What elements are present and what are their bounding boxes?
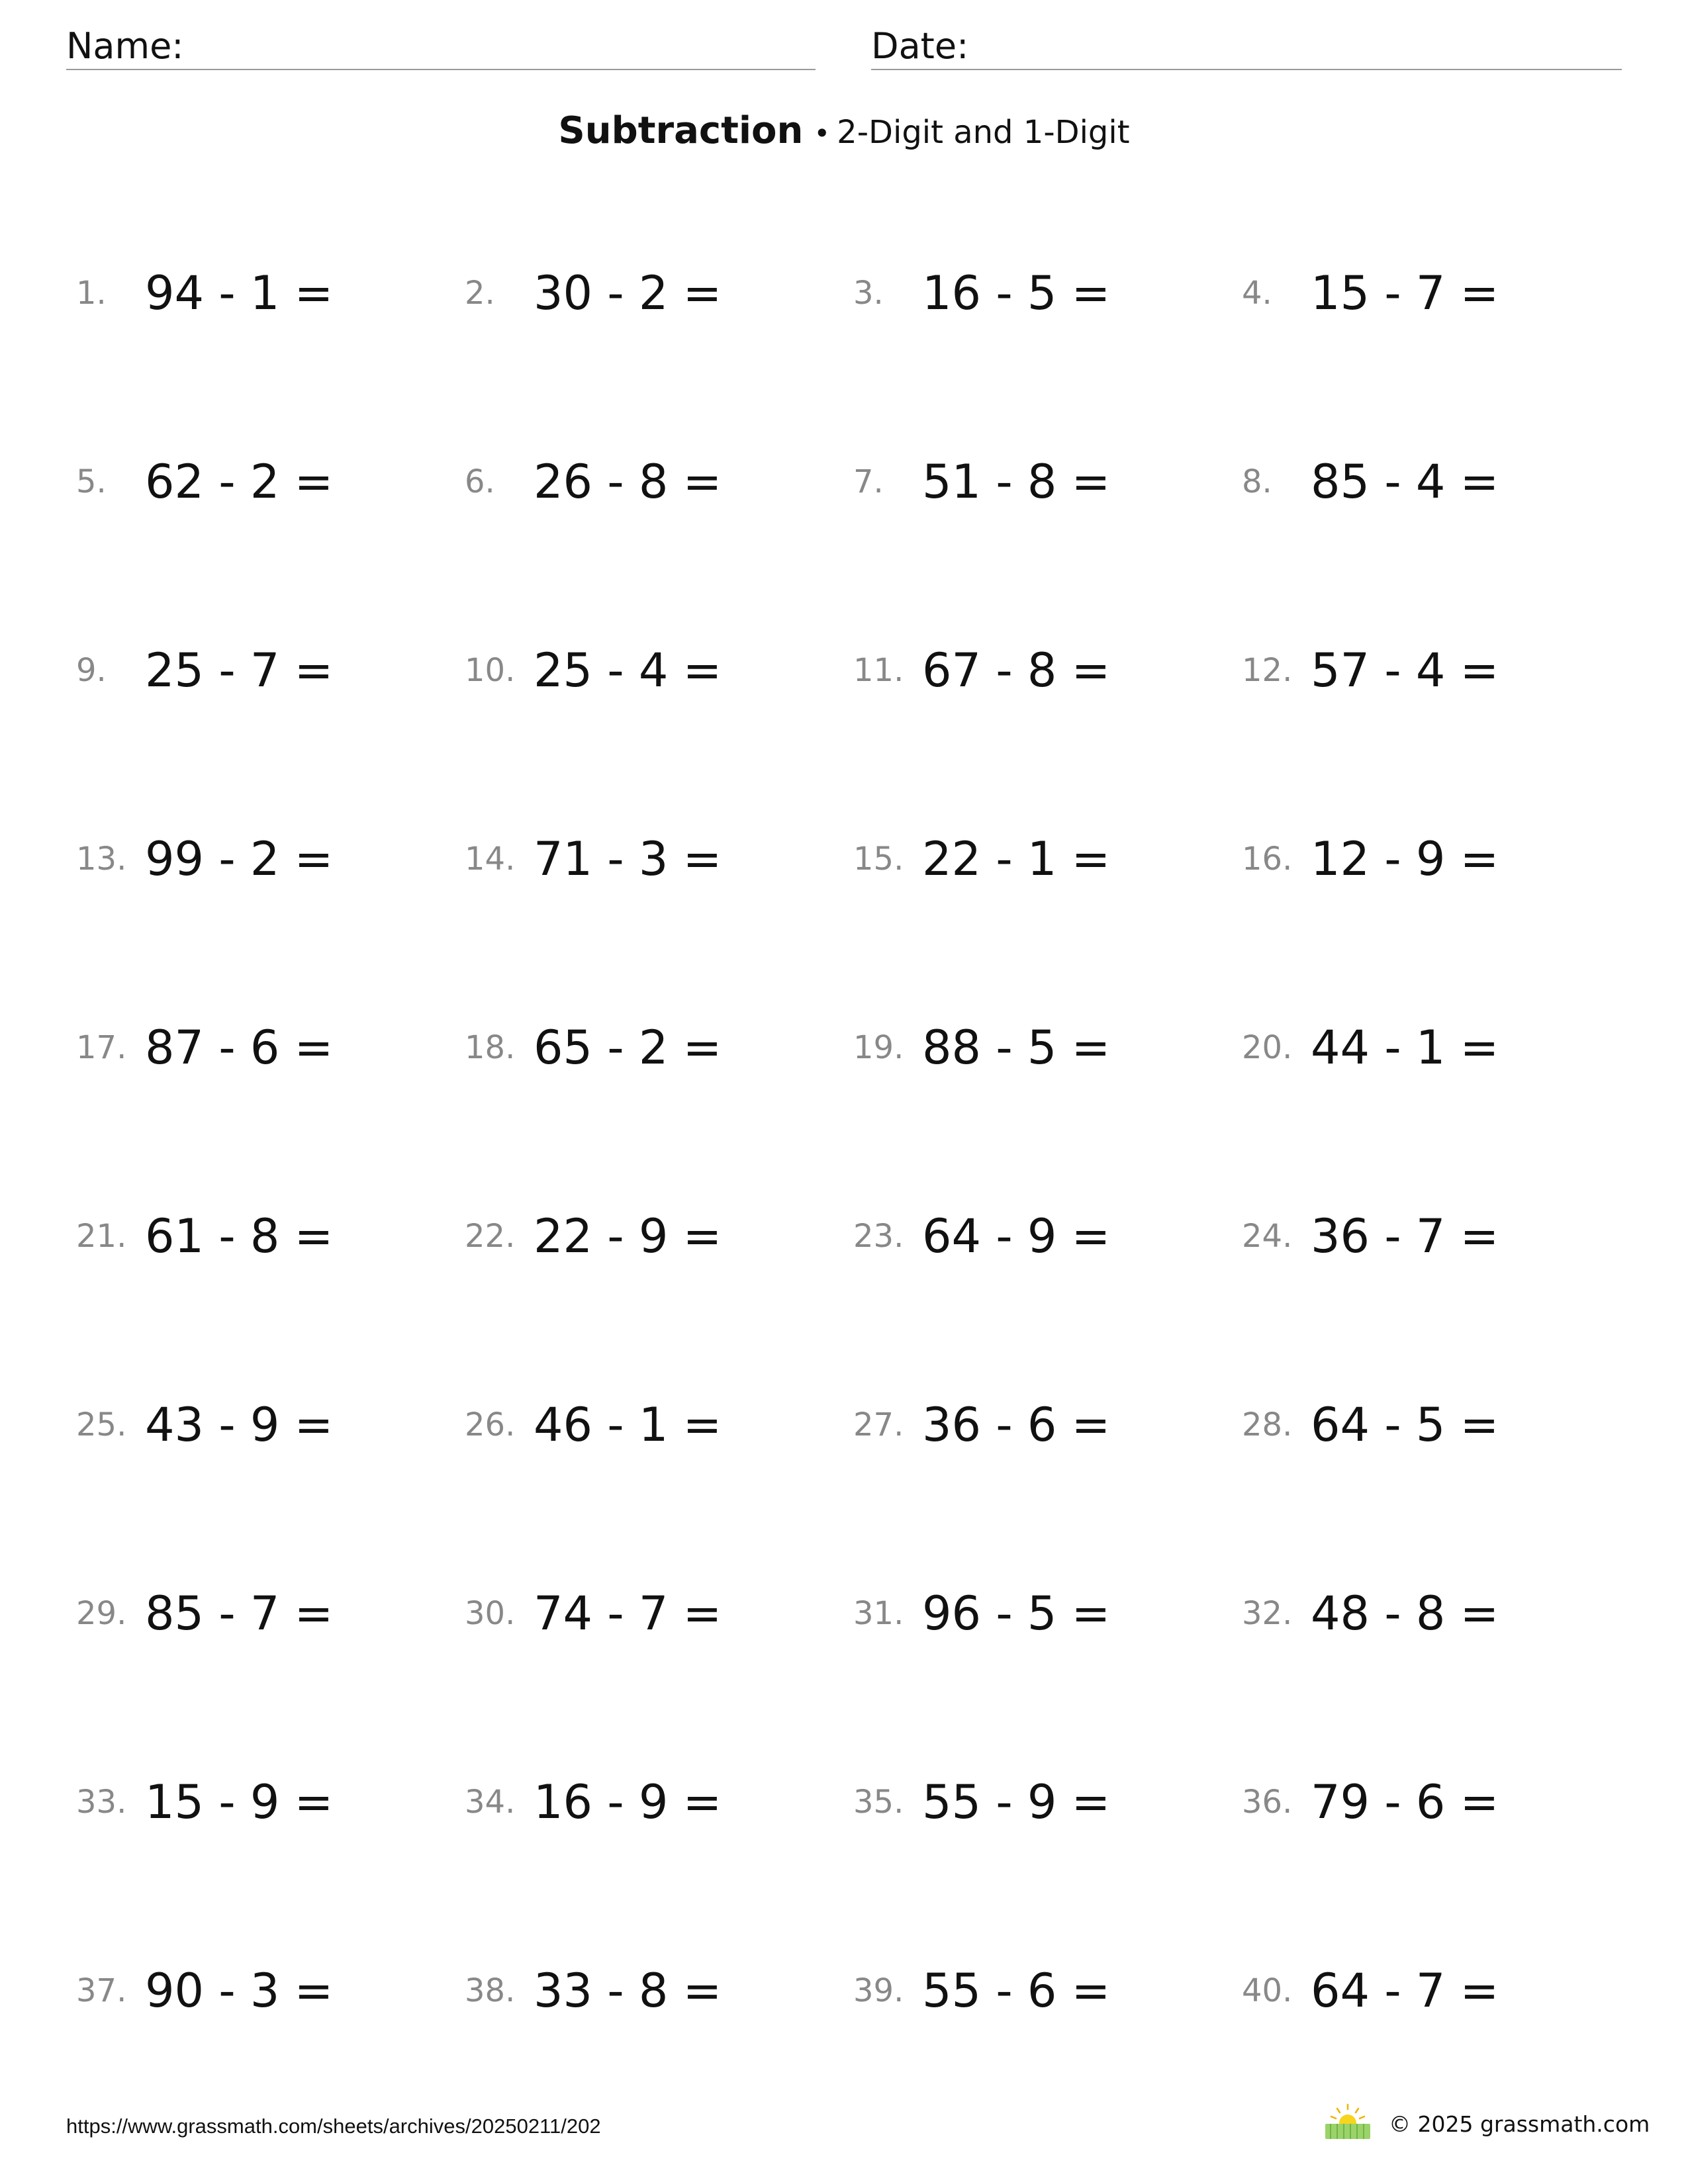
problem-item — [1242, 1769, 1613, 1835]
name-label: Name: — [66, 25, 184, 67]
problem-item — [853, 260, 1224, 326]
problem-item — [853, 1958, 1224, 2024]
date-label: Date: — [871, 25, 969, 67]
title-subtitle: 2-Digit and 1-Digit — [837, 114, 1130, 151]
problem-number: 1. — [76, 275, 107, 312]
problem-item — [853, 1580, 1224, 1647]
problem-item — [1242, 1015, 1613, 1081]
problem-expression: 85 - 7 = — [145, 1586, 334, 1641]
problem-number: 8. — [1242, 463, 1272, 500]
problem-expression: 57 - 4 = — [1311, 643, 1499, 698]
problem-number: 25. — [76, 1406, 127, 1443]
problem-item — [465, 449, 835, 515]
footer-url: https://www.grassmath.com/sheets/archives/20250211/202 — [66, 2115, 601, 2138]
problem-number: 20. — [1242, 1029, 1293, 1066]
problem-expression: 25 - 4 = — [534, 643, 722, 698]
problem-number: 30. — [465, 1595, 516, 1632]
problem-number: 17. — [76, 1029, 127, 1066]
problem-expression: 15 - 9 = — [145, 1775, 334, 1829]
problem-number: 12. — [1242, 652, 1293, 689]
problem-item — [853, 449, 1224, 515]
problem-expression: 87 - 6 = — [145, 1021, 334, 1075]
problem-item — [465, 260, 835, 326]
problem-expression: 55 - 6 = — [922, 1964, 1111, 2018]
problem-number: 6. — [465, 463, 495, 500]
problem-item — [1242, 826, 1613, 892]
problem-number: 14. — [465, 841, 516, 878]
problem-item — [853, 826, 1224, 892]
problem-number: 26. — [465, 1406, 516, 1443]
problem-item — [1242, 1203, 1613, 1269]
problem-number: 18. — [465, 1029, 516, 1066]
problem-item — [465, 1580, 835, 1647]
problem-expression: 61 - 8 = — [145, 1209, 334, 1263]
problem-expression: 67 - 8 = — [922, 643, 1111, 698]
problem-number: 34. — [465, 1784, 516, 1821]
problem-expression: 99 - 2 = — [145, 832, 334, 886]
problem-expression: 51 - 8 = — [922, 455, 1111, 509]
problem-item — [465, 1015, 835, 1081]
problem-expression: 64 - 9 = — [922, 1209, 1111, 1263]
problem-item — [853, 637, 1224, 704]
problem-number: 21. — [76, 1218, 127, 1255]
problem-expression: 12 - 9 = — [1311, 832, 1499, 886]
problem-number: 3. — [853, 275, 884, 312]
problem-item — [465, 1769, 835, 1835]
problem-number: 29. — [76, 1595, 127, 1632]
problem-number: 19. — [853, 1029, 904, 1066]
problem-item — [76, 637, 447, 704]
problem-expression: 48 - 8 = — [1311, 1586, 1499, 1641]
problem-expression: 85 - 4 = — [1311, 455, 1499, 509]
problem-expression: 46 - 1 = — [534, 1398, 722, 1452]
problem-expression: 26 - 8 = — [534, 455, 722, 509]
problem-expression: 88 - 5 = — [922, 1021, 1111, 1075]
problem-number: 2. — [465, 275, 495, 312]
problem-expression: 96 - 5 = — [922, 1586, 1111, 1641]
problem-item — [76, 826, 447, 892]
problem-number: 13. — [76, 841, 127, 878]
problem-expression: 74 - 7 = — [534, 1586, 722, 1641]
problem-item — [465, 826, 835, 892]
problem-number: 27. — [853, 1406, 904, 1443]
problem-item — [76, 1015, 447, 1081]
problem-expression: 62 - 2 = — [145, 455, 334, 509]
footer-copyright: © 2025 grassmath.com — [1389, 2111, 1650, 2137]
problem-number: 23. — [853, 1218, 904, 1255]
problem-expression: 30 - 2 = — [534, 266, 722, 320]
problem-expression: 36 - 7 = — [1311, 1209, 1499, 1263]
problem-expression: 55 - 9 = — [922, 1775, 1111, 1829]
problem-item — [465, 1392, 835, 1458]
problem-expression: 71 - 3 = — [534, 832, 722, 886]
problem-expression: 33 - 8 = — [534, 1964, 722, 2018]
problem-expression: 16 - 9 = — [534, 1775, 722, 1829]
problem-expression: 22 - 9 = — [534, 1209, 722, 1263]
problem-number: 38. — [465, 1972, 516, 2009]
problem-number: 22. — [465, 1218, 516, 1255]
problem-number: 39. — [853, 1972, 904, 2009]
problem-item — [853, 1015, 1224, 1081]
problem-expression: 22 - 1 = — [922, 832, 1111, 886]
problem-item — [853, 1392, 1224, 1458]
problem-expression: 94 - 1 = — [145, 266, 334, 320]
problem-expression: 64 - 7 = — [1311, 1964, 1499, 2018]
problem-expression: 15 - 7 = — [1311, 266, 1499, 320]
problem-number: 32. — [1242, 1595, 1293, 1632]
problem-number: 9. — [76, 652, 107, 689]
problem-number: 35. — [853, 1784, 904, 1821]
problem-item — [1242, 449, 1613, 515]
problem-item — [76, 1958, 447, 2024]
problem-number: 37. — [76, 1972, 127, 2009]
problem-number: 24. — [1242, 1218, 1293, 1255]
problem-number: 7. — [853, 463, 884, 500]
problem-number: 5. — [76, 463, 107, 500]
problem-item — [76, 1769, 447, 1835]
problem-item — [853, 1769, 1224, 1835]
problem-expression: 79 - 6 = — [1311, 1775, 1499, 1829]
problem-number: 15. — [853, 841, 904, 878]
problem-item — [1242, 1580, 1613, 1647]
problem-item — [1242, 260, 1613, 326]
problem-item — [1242, 1958, 1613, 2024]
problem-expression: 16 - 5 = — [922, 266, 1111, 320]
problem-item — [76, 260, 447, 326]
problem-expression: 65 - 2 = — [534, 1021, 722, 1075]
problem-item — [465, 1958, 835, 2024]
problem-number: 16. — [1242, 841, 1293, 878]
problem-number: 11. — [853, 652, 904, 689]
sun-over-grass-icon — [1323, 2103, 1373, 2140]
problem-expression: 90 - 3 = — [145, 1964, 334, 2018]
title-main: Subtraction — [558, 109, 804, 152]
problem-number: 40. — [1242, 1972, 1293, 2009]
problem-expression: 64 - 5 = — [1311, 1398, 1499, 1452]
problem-item — [76, 1203, 447, 1269]
problem-item — [1242, 637, 1613, 704]
problem-item — [465, 637, 835, 704]
problem-number: 36. — [1242, 1784, 1293, 1821]
problem-number: 4. — [1242, 275, 1272, 312]
problem-number: 10. — [465, 652, 516, 689]
problem-item — [853, 1203, 1224, 1269]
problem-item — [76, 1392, 447, 1458]
problem-expression: 36 - 6 = — [922, 1398, 1111, 1452]
problem-item — [76, 449, 447, 515]
problem-number: 31. — [853, 1595, 904, 1632]
problem-item — [1242, 1392, 1613, 1458]
problem-item — [465, 1203, 835, 1269]
problem-expression: 44 - 1 = — [1311, 1021, 1499, 1075]
problem-item — [76, 1580, 447, 1647]
problem-expression: 25 - 7 = — [145, 643, 334, 698]
problem-number: 33. — [76, 1784, 127, 1821]
problem-expression: 43 - 9 = — [145, 1398, 334, 1452]
title-separator: • — [814, 117, 831, 150]
problem-number: 28. — [1242, 1406, 1293, 1443]
